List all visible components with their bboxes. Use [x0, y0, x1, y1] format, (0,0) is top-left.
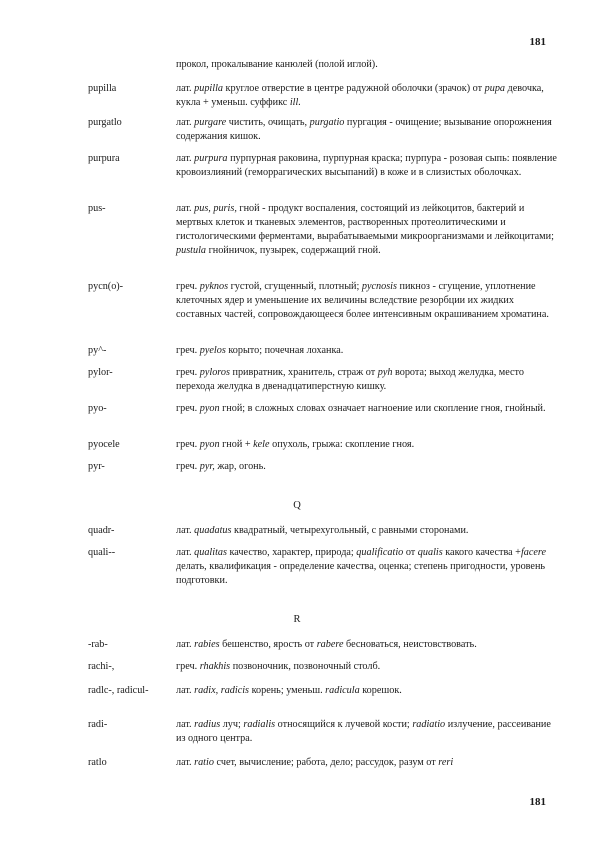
definition-text: лат.	[176, 547, 195, 558]
entry-term: quali--	[88, 547, 116, 558]
continuation-text: прокол, прокалывание канюлей (полой иглой).	[176, 59, 378, 70]
definition-text: относящийся к лучевой кости;	[275, 719, 413, 730]
definition-text: бешенство, ярость от	[219, 639, 317, 650]
entry-definition	[176, 524, 558, 538]
definition-latin-term: reri	[438, 757, 454, 768]
definition-latin-term: pycnosis	[361, 281, 397, 292]
definition-text: греч.	[176, 281, 200, 292]
definition-latin-term: purgare	[194, 117, 227, 128]
definition-latin-term: qualitas	[194, 547, 227, 558]
entry-definition	[176, 438, 558, 452]
entry-term: radlc-, radicul-	[88, 685, 149, 696]
definition-text: какого качества +	[442, 547, 521, 558]
entry-term: rachi-,	[88, 661, 115, 672]
definition-text: греч.	[176, 403, 200, 414]
definition-text: гнойничок, пузырек, содержащий гной.	[206, 245, 381, 256]
page-number-bottom: 181	[529, 796, 546, 808]
definition-text: луч;	[220, 719, 244, 730]
definition-text: лат.	[176, 153, 195, 164]
entry-definition	[176, 116, 558, 144]
entry-term: pycn(o)-	[88, 281, 124, 292]
definition-text: ворота; выход желудка, место перехода желудка в двенадцатиперстную кишку.	[176, 367, 524, 392]
definition-text: качество, характер, природа;	[226, 547, 357, 558]
entry-term: quadr-	[88, 525, 115, 536]
definition-latin-term: pyr,	[199, 461, 215, 472]
definition-text: корешок.	[359, 685, 402, 696]
entry-definition	[176, 638, 558, 652]
definition-text: греч.	[176, 439, 200, 450]
definition-latin-term: radialis	[243, 719, 276, 730]
definition-text: круглое отверстие в центре радужной оболочки (зрачок) от	[223, 83, 485, 94]
definition-latin-term: rabies	[194, 639, 220, 650]
entry-term: py^-	[88, 345, 107, 356]
definition-latin-term: pyon	[199, 439, 220, 450]
entry-term: pus-	[88, 203, 106, 214]
definition-text: греч.	[176, 367, 200, 378]
definition-text: корень; уменьш.	[249, 685, 326, 696]
definition-text: лат.	[176, 117, 195, 128]
definition-text: греч.	[176, 661, 200, 672]
entry-definition	[176, 152, 558, 180]
definition-text: греч.	[176, 461, 200, 472]
definition-text: от	[403, 547, 418, 558]
definition-latin-term: pupa	[484, 83, 505, 94]
definition-latin-term: ratio	[194, 757, 214, 768]
entry-definition	[176, 280, 558, 322]
definition-text: пурпурная раковина, пурпурная краска; пурпура - розовая сыпь: появление кровоизлияний (геморрагических высыпаний) в коже и в слизистых оболочках.	[176, 153, 557, 178]
definition-latin-term: pyh	[377, 367, 393, 378]
definition-latin-term: pustula	[176, 245, 207, 256]
entry-term: pyo-	[88, 403, 107, 414]
definition-latin-term: pyelos	[199, 345, 226, 356]
entry-term: ratlo	[88, 757, 107, 768]
entry-term: pylor-	[88, 367, 113, 378]
definition-text: густой, сгущенный, плотный;	[228, 281, 362, 292]
definition-text: пикноз - сгущение, уплотнение клеточных ядер и уменьшение их величины вследствие резорбции их жидких составных частей, сопровождающееся более интенсивным окрашиванием хроматина.	[176, 281, 549, 320]
definition-text: гной +	[219, 439, 254, 450]
definition-latin-term: rabere	[316, 639, 344, 650]
entry-term: pupilla	[88, 83, 117, 94]
definition-latin-term: purpura	[194, 153, 228, 164]
entry-term: purpura	[88, 153, 120, 164]
definition-text: позвоночник, позвоночный столб.	[230, 661, 381, 672]
entry-definition	[176, 460, 558, 474]
entry-definition	[176, 684, 558, 698]
entry-definition	[176, 546, 558, 588]
entry-definition	[176, 202, 558, 258]
definition-text: гной; в сложных словах означает нагноение или скопление гноя, гнойный.	[219, 403, 546, 414]
entry-term: pyr-	[88, 461, 105, 472]
entry-definition	[176, 402, 558, 416]
definition-latin-term: pyknos	[199, 281, 229, 292]
definition-text: излучение, рассеивание из одного центра.	[176, 719, 551, 744]
definition-text: жар, огонь.	[214, 461, 266, 472]
entry-term: radi-	[88, 719, 108, 730]
definition-latin-term: pupilla	[194, 83, 223, 94]
entry-definition	[176, 756, 558, 770]
entry-term: pyocele	[88, 439, 120, 450]
definition-text: привратник, хранитель, страж от	[229, 367, 378, 378]
entry-definition	[176, 344, 558, 358]
definition-text: лат.	[176, 757, 195, 768]
definition-text: делать, квалификация - определение качества, оценка; степень пригодности, уровень подготовки.	[176, 561, 546, 586]
definition-latin-term: qualis	[417, 547, 443, 558]
page-number-top: 181	[529, 36, 546, 48]
entry-term: purgatlo	[88, 117, 122, 128]
definition-latin-term: kele	[253, 439, 270, 450]
definition-text: чистить, очищать,	[226, 117, 310, 128]
definition-latin-term: radix, radicis	[194, 685, 250, 696]
definition-text: девочка, кукла + уменьш. суффикс	[176, 83, 544, 108]
definition-text: счет, вычисление; работа, дело; рассудок, разум от	[213, 757, 439, 768]
entry-definition	[176, 82, 558, 110]
definition-text: греч.	[176, 345, 200, 356]
definition-latin-term: radicula	[325, 685, 360, 696]
entry-definition	[176, 660, 558, 674]
definition-text: гной - продукт воспаления, состоящий из лейкоцитов, бактерий и мертвых клеток и тканевых элементов, растворенных протеолитическими и гистологическими ферментами, вырабатываемыми микроорганизмами и лейкоцитами;	[176, 203, 554, 242]
definition-latin-term: pus, puris,	[194, 203, 237, 214]
definition-latin-term: pyon	[199, 403, 220, 414]
definition-text: лат.	[176, 685, 195, 696]
definition-latin-term: pyloros	[199, 367, 230, 378]
entry-definition	[176, 718, 558, 746]
definition-latin-term: purgatio	[309, 117, 345, 128]
section-heading-q: Q	[293, 500, 301, 511]
entry-definition	[176, 366, 558, 394]
definition-latin-term: quadatus	[194, 525, 232, 536]
definition-text: лат.	[176, 83, 195, 94]
definition-text: лат.	[176, 719, 195, 730]
definition-latin-term: qualificatio	[356, 547, 404, 558]
definition-text: опухоль, грыжа: скопление гноя.	[269, 439, 415, 450]
definition-text: корыто; почечная лоханка.	[225, 345, 344, 356]
definition-text: лат.	[176, 639, 195, 650]
definition-text: лат.	[176, 525, 195, 536]
definition-latin-term: rhakhis	[199, 661, 231, 672]
definition-latin-term: radiatio	[412, 719, 446, 730]
definition-latin-term: radius	[194, 719, 221, 730]
section-heading-r: R	[293, 614, 301, 625]
definition-latin-term: facere	[520, 547, 547, 558]
definition-text: бесноваться, неистовствовать.	[343, 639, 477, 650]
definition-latin-term: ill.	[289, 97, 301, 108]
definition-text: лат.	[176, 203, 195, 214]
entry-term: -rab-	[88, 639, 108, 650]
definition-text: пургация - очищение; вызывание опорожнения содержания кишок.	[176, 117, 552, 142]
definition-text: квадратный, четырехугольный, с равными сторонами.	[231, 525, 469, 536]
